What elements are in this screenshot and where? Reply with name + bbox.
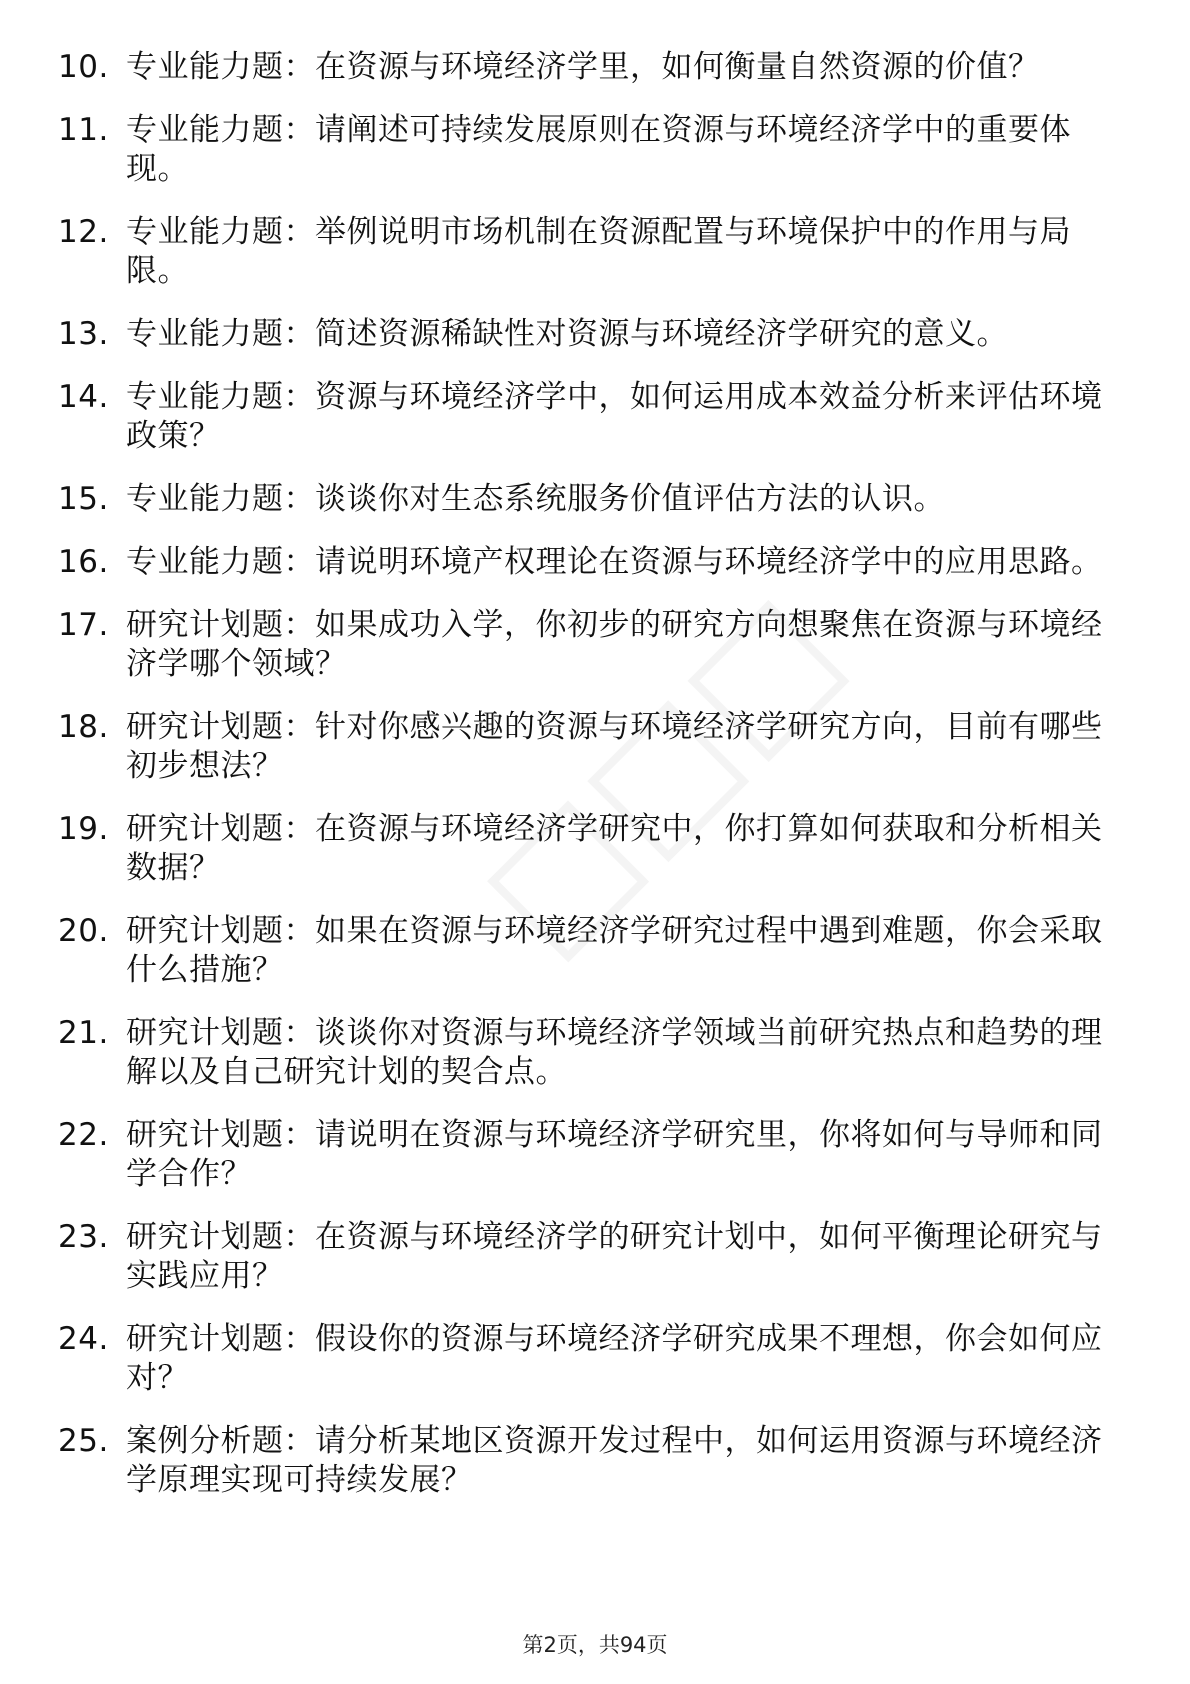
question-item	[58, 48, 1118, 87]
question-category: 专业能力题：	[126, 481, 315, 517]
question-text: 在资源与环境经济学里，如何衡量自然资源的价值？	[315, 49, 1040, 85]
question-item	[58, 1422, 1118, 1500]
question-category: 专业能力题：	[126, 214, 315, 250]
question-text: 谈谈你对资源与环境经济学领域当前研究热点和趋势的理解以及自己研究计划的契合点。	[126, 1015, 1103, 1090]
question-text: 针对你感兴趣的资源与环境经济学研究方向，目前有哪些初步想法？	[126, 709, 1103, 784]
question-text: 谈谈你对生态系统服务价值评估方法的认识。	[315, 481, 945, 517]
question-category: 研究计划题：	[126, 1321, 315, 1357]
question-category: 专业能力题：	[126, 316, 315, 352]
question-number: 19.	[58, 811, 109, 847]
question-item	[58, 1014, 1118, 1092]
question-text: 假设你的资源与环境经济学研究成果不理想，你会如何应对？	[126, 1321, 1103, 1396]
question-item	[58, 315, 1118, 354]
question-text: 资源与环境经济学中，如何运用成本效益分析来评估环境政策？	[126, 379, 1103, 454]
question-text: 请说明环境产权理论在资源与环境经济学中的应用思路。	[315, 544, 1103, 580]
question-text: 如果在资源与环境经济学研究过程中遇到难题，你会采取什么措施？	[126, 913, 1103, 988]
question-number: 25.	[58, 1423, 109, 1459]
question-item	[58, 1116, 1118, 1194]
question-category: 研究计划题：	[126, 607, 315, 643]
question-item	[58, 708, 1118, 786]
question-number: 18.	[58, 709, 109, 745]
question-number: 16.	[58, 544, 109, 580]
question-text: 在资源与环境经济学的研究计划中，如何平衡理论研究与实践应用？	[126, 1219, 1103, 1294]
question-text: 请阐述可持续发展原则在资源与环境经济学中的重要体现。	[126, 112, 1071, 187]
question-item	[58, 1218, 1118, 1296]
question-number: 22.	[58, 1117, 109, 1153]
question-text: 在资源与环境经济学研究中，你打算如何获取和分析相关数据？	[126, 811, 1103, 886]
question-number: 10.	[58, 49, 109, 85]
question-number: 15.	[58, 481, 109, 517]
question-number: 20.	[58, 913, 109, 949]
question-item	[58, 543, 1118, 582]
question-number: 23.	[58, 1219, 109, 1255]
question-category: 专业能力题：	[126, 112, 315, 148]
question-number: 21.	[58, 1015, 109, 1051]
question-item	[58, 378, 1118, 456]
question-category: 研究计划题：	[126, 1219, 315, 1255]
question-category: 研究计划题：	[126, 709, 315, 745]
question-number: 24.	[58, 1321, 109, 1357]
question-text: 举例说明市场机制在资源配置与环境保护中的作用与局限。	[126, 214, 1071, 289]
question-item	[58, 606, 1118, 684]
question-number: 13.	[58, 316, 109, 352]
question-item	[58, 1320, 1118, 1398]
question-list	[58, 48, 1118, 1524]
question-text: 请说明在资源与环境经济学研究里，你将如何与导师和同学合作？	[126, 1117, 1103, 1192]
question-category: 研究计划题：	[126, 1015, 315, 1051]
question-category: 研究计划题：	[126, 913, 315, 949]
question-number: 11.	[58, 112, 109, 148]
question-item	[58, 480, 1118, 519]
question-category: 案例分析题：	[126, 1423, 315, 1459]
question-text: 如果成功入学，你初步的研究方向想聚焦在资源与环境经济学哪个领域？	[126, 607, 1103, 682]
question-category: 专业能力题：	[126, 49, 315, 85]
question-item	[58, 213, 1118, 291]
question-number: 14.	[58, 379, 109, 415]
question-item	[58, 810, 1118, 888]
question-item	[58, 111, 1118, 189]
question-text: 简述资源稀缺性对资源与环境经济学研究的意义。	[315, 316, 1008, 352]
question-item	[58, 912, 1118, 990]
question-number: 12.	[58, 214, 109, 250]
question-category: 专业能力题：	[126, 544, 315, 580]
question-category: 专业能力题：	[126, 379, 315, 415]
question-category: 研究计划题：	[126, 811, 315, 847]
page-footer: 第2页，共94页	[522, 1633, 668, 1657]
question-number: 17.	[58, 607, 109, 643]
question-text: 请分析某地区资源开发过程中，如何运用资源与环境经济学原理实现可持续发展？	[126, 1423, 1103, 1498]
question-category: 研究计划题：	[126, 1117, 315, 1153]
